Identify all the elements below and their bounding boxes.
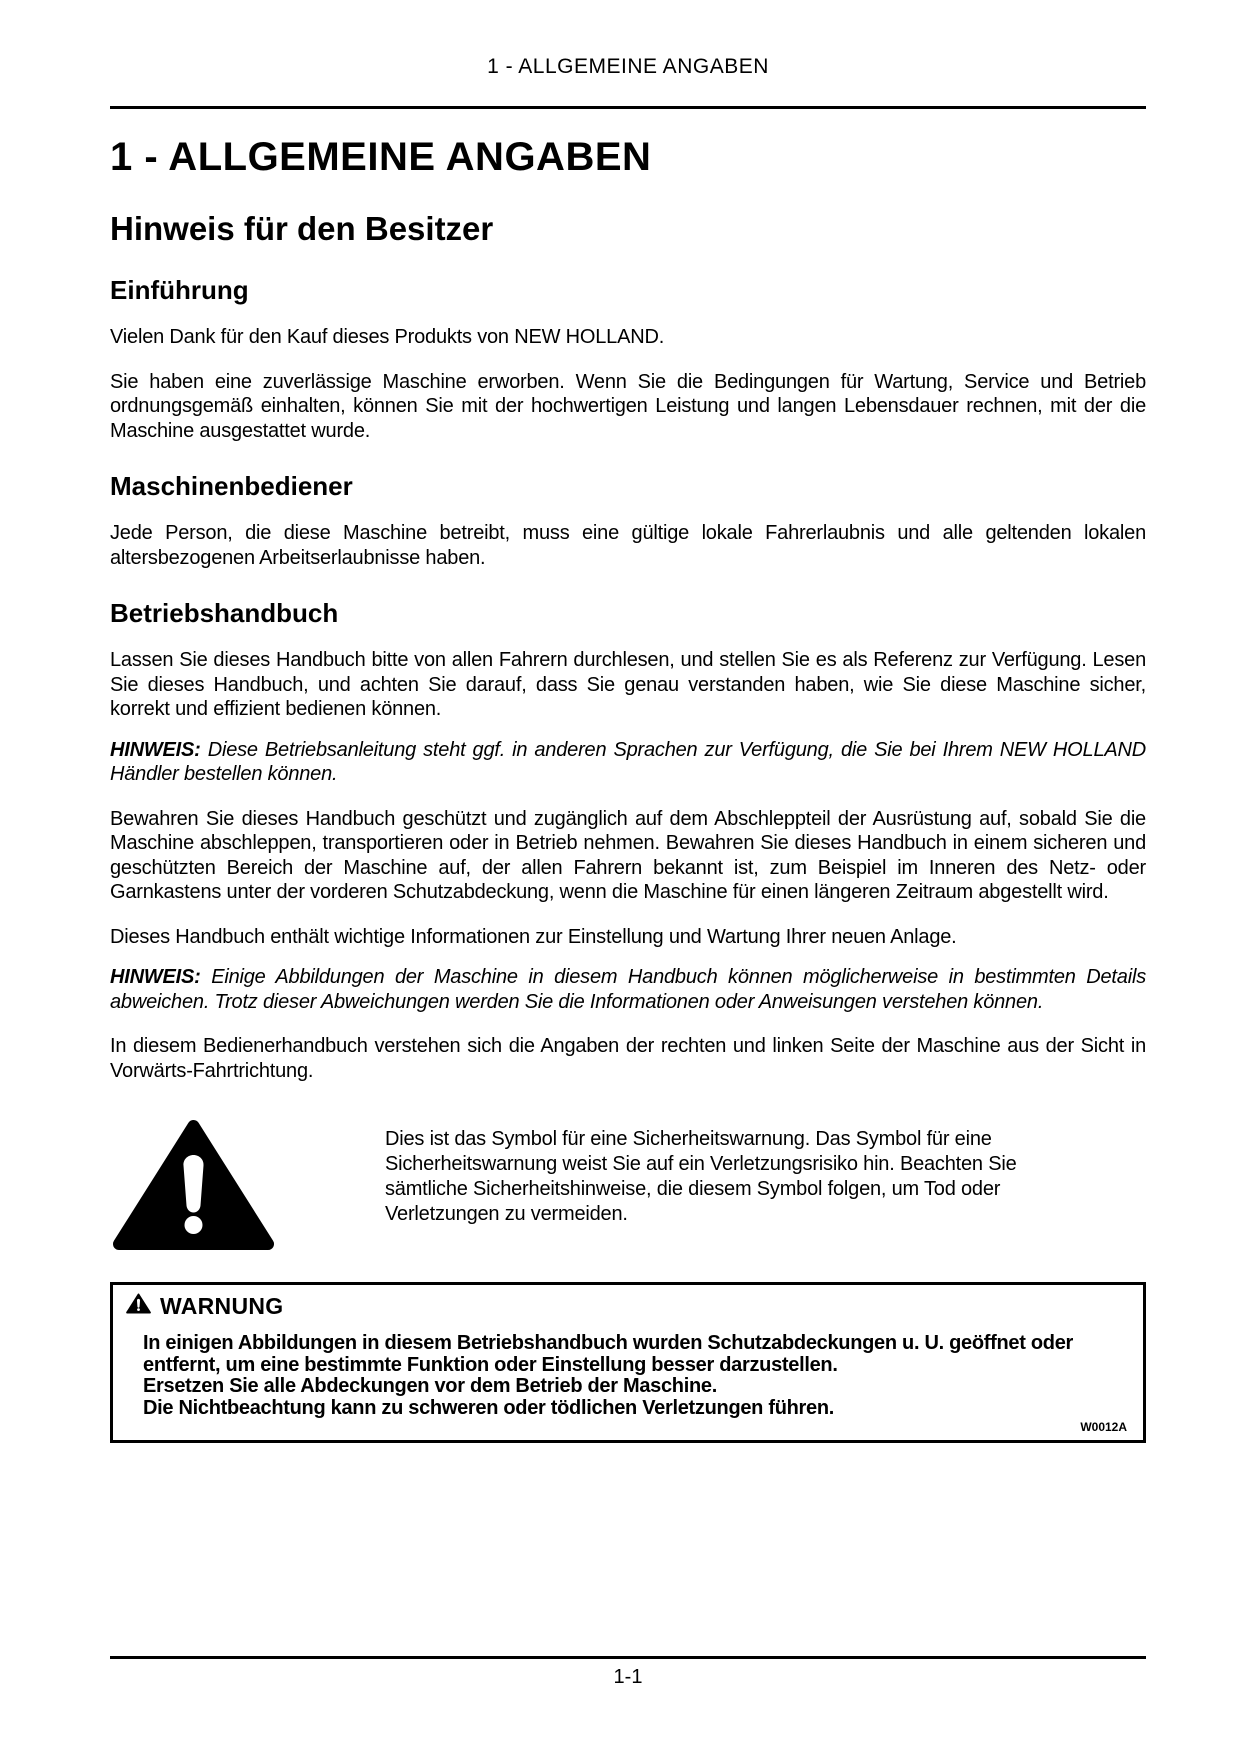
footer-rule xyxy=(110,1656,1146,1659)
section-machine-operator xyxy=(110,471,1146,570)
warning-line: Die Nichtbeachtung kann zu schweren oder tödlichen Verletzungen führen. xyxy=(143,1396,835,1419)
operator-paragraph-1: Jede Person, die diese Maschine betreibt, muss eine gültige lokale Fahrerlaubnis und alle geltenden lokalen altersbezogenen Arbeitserlaubnisse haben. xyxy=(110,522,1146,569)
safety-alert-text: Dies ist das Symbol für eine Sicherheitswarnung. Das Symbol für eine Sicherheitswarnung weist Sie auf ein Verletzungsrisiko hin. Beachten Sie sämtliche Sicherheitshinweise, die diesem Symbol folgen, um Tod oder Verletzungen zu vermeiden. xyxy=(385,1128,1017,1225)
manual-paragraph-1: Lassen Sie dieses Handbuch bitte von allen Fahrern durchlesen, und stellen Sie es als Referenz zur Verfügung. Lesen Sie dieses Handbuch, und achten Sie darauf, dass Sie genau verstanden haben, wie Sie diese Maschine sicher, korrekt und effizient bedienen können. xyxy=(110,649,1146,720)
section-introduction xyxy=(110,275,1146,443)
warning-triangle-icon xyxy=(126,1293,151,1320)
intro-paragraph-1: Vielen Dank für den Kauf dieses Produkts von NEW HOLLAND. xyxy=(110,326,665,348)
header-rule xyxy=(110,106,1146,109)
intro-paragraph-2: Sie haben eine zuverlässige Maschine erworben. Wenn Sie die Bedingungen für Wartung, Service und Betrieb ordnungsgemäß einhalten, können Sie mit der hochwertigen Leistung und langen Lebensdauer rechnen, mit der die Maschine ausgestattet wurde. xyxy=(110,370,1146,442)
note-text: Diese Betriebsanleitung steht ggf. in anderen Sprachen zur Verfügung, die Sie bei Ihrem NEW HOLLAND Händler bestellen können. xyxy=(110,738,1146,785)
manual-note-1 xyxy=(110,738,1146,787)
note-label: HINWEIS: xyxy=(110,738,201,761)
safety-alert-triangle-icon xyxy=(112,1119,275,1256)
warning-line: In einigen Abbildungen in diesem Betriebshandbuch wurden Schutzabdeckungen u. U. geöffnet oder entfernt, um eine bestimmte Funktion oder Einstellung besser darzustellen. xyxy=(143,1332,1074,1376)
operator-heading: Maschinenbediener xyxy=(110,471,353,501)
intro-heading: Einführung xyxy=(110,275,249,305)
section-title: Hinweis für den Besitzer xyxy=(110,210,494,247)
safety-alert-block xyxy=(110,1119,1146,1256)
note-text: Einige Abbildungen der Maschine in diesem Handbuch können möglicherweise in bestimmten Details abweichen. Trotz dieser Abweichungen werden Sie die Informationen oder Anweisungen verstehen können. xyxy=(110,966,1146,1013)
warning-title: WARNUNG xyxy=(160,1293,284,1319)
page-footer xyxy=(110,1656,1146,1689)
section-operator-manual xyxy=(110,598,1146,1083)
warning-box xyxy=(110,1282,1146,1443)
manual-paragraph-2: Bewahren Sie dieses Handbuch geschützt und zugänglich auf dem Abschleppteil der Ausrüstung auf, sobald Sie die Maschine abschleppen, transportieren oder in Betrieb nehmen. Bewahren Sie dieses Handbuch in einem sicheren und geschützten Bereich der Maschine auf, der allen Fahrern bekannt ist, zum Beispiel im Inneren des Netz- oder Garnkastens unter der vorderen Schutzabdeckung, wenn die Maschine für einen längeren Zeitraum abgestellt wird. xyxy=(110,807,1146,903)
page-number: 1-1 xyxy=(613,1666,643,1688)
warning-header xyxy=(126,1293,1127,1320)
running-header: 1 - ALLGEMEINE ANGABEN xyxy=(487,55,769,78)
manual-paragraph-3: Dieses Handbuch enthält wichtige Informationen zur Einstellung und Wartung Ihrer neuen Anlage. xyxy=(110,925,957,948)
note-label: HINWEIS: xyxy=(110,966,201,988)
warning-reference-code: W0012A xyxy=(1080,1420,1127,1434)
manual-heading: Betriebshandbuch xyxy=(110,598,339,628)
chapter-title: 1 - ALLGEMEINE ANGABEN xyxy=(110,135,652,179)
manual-paragraph-4: In diesem Bedienerhandbuch verstehen sich die Angaben der rechten und linken Seite der Maschine aus der Sicht in Vorwärts-Fahrtrichtung. xyxy=(110,1035,1146,1082)
warning-body xyxy=(126,1333,1127,1419)
manual-note-2 xyxy=(110,965,1146,1014)
warning-line: Ersetzen Sie alle Abdeckungen vor dem Betrieb der Maschine. xyxy=(143,1375,717,1397)
